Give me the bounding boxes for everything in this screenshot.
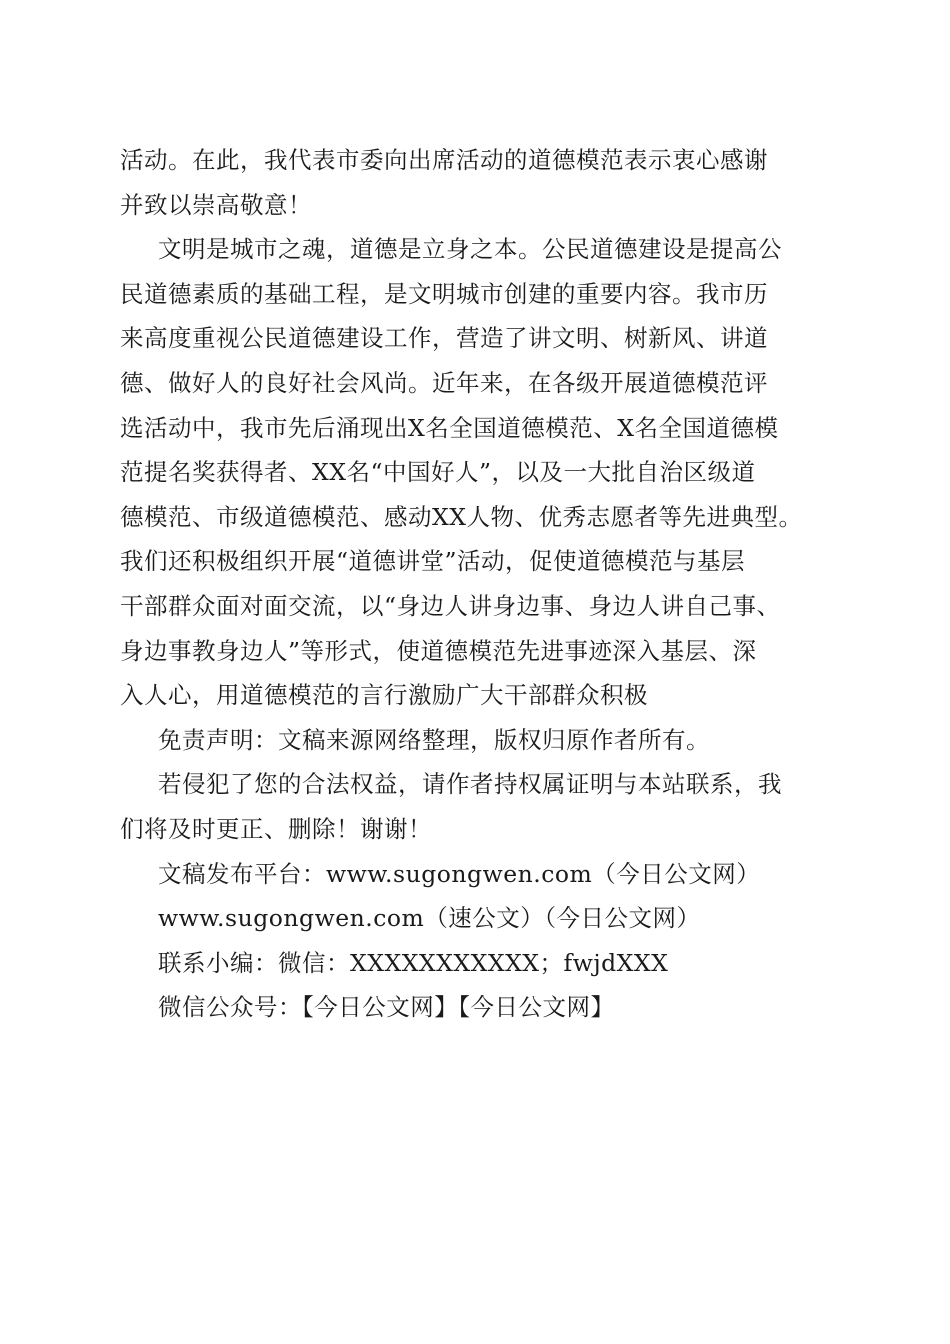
text-line-10: 我们还积极组织开展“道德讲堂”活动，促使道德模范与基层 [120,547,746,576]
text-line-7: 选活动中，我市先后涌现出X名全国道德模范、X名全国道德模 [120,413,779,442]
infringement-notice-cont: 们将及时更正、删除！谢谢！ [120,814,432,843]
infringement-notice-line: 若侵犯了您的合法权益，请作者持权属证明与本站联系，我 [158,770,782,799]
text-line-5: 来高度重视公民道德建设工作，营造了讲文明、树新风、讲道 [120,324,768,353]
document-body [120,138,840,1030]
text-line-13: 入人心，用道德模范的言行激励广大干部群众积极 [120,681,648,710]
text-line-9: 德模范、市级道德模范、感动XX人物、优秀志愿者等先进典型。 [120,502,803,531]
text-line-8: 范提名奖获得者、XX名“中国好人”，以及一大批自治区级道 [120,458,756,487]
text-line-2: 并致以崇高敬意！ [120,190,312,219]
text-line-3: 文明是城市之魂，道德是立身之本。公民道德建设是提高公 [158,235,782,264]
text-line-12: 身边事教身边人”等形式，使道德模范先进事迹深入基层、深 [120,636,757,665]
publish-platform-line: 文稿发布平台：www.sugongwen.com（今日公文网） [158,859,761,888]
disclaimer-line: 免责声明：文稿来源网络整理，版权归原作者所有。 [158,725,710,754]
text-line-6: 德、做好人的良好社会风尚。近年来，在各级开展道德模范评 [120,368,768,397]
contact-editor-line: 联系小编：微信：XXXXXXXXXXX；fwjdXXX [158,948,669,977]
wechat-account-line: 微信公众号：【今日公文网】【今日公文网】 [158,993,615,1022]
text-line-11: 干部群众面对面交流，以“身边人讲身边事、身边人讲自己事、 [120,591,781,620]
website-line: www.sugongwen.com（速公文）（今日公文网） [158,904,701,933]
text-line-4: 民道德素质的基础工程，是文明城市创建的重要内容。我市历 [120,279,768,308]
text-line-1: 活动。在此，我代表市委向出席活动的道德模范表示衷心感谢 [120,146,768,174]
